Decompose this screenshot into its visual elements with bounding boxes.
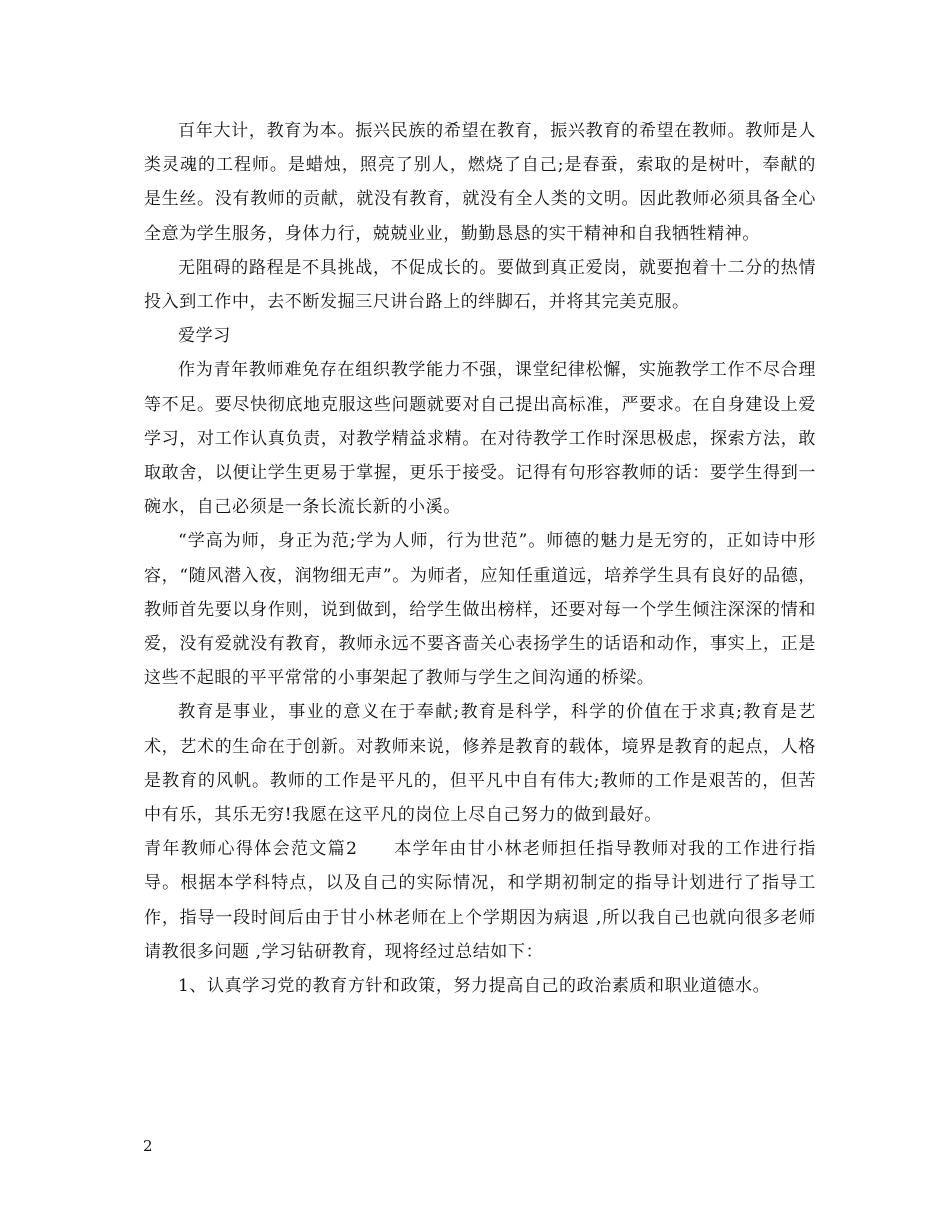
section-intro: 本学年由甘小林老师担任指导教师对我的工作进行指导。根据本学科特点，以及自己的实际情况，和学期初制定的指导计划进行了指导工作，指导一段时间后由于甘小林老师在上个学期因为病退 ,所以我自己也就向很多老师请教很多问题 ,学习钻研教育，现将经过总结如下： [144,839,816,962]
paragraph-education-is-career: 教育是事业，事业的意义在于奉献;教育是科学，科学的价值在于求真;教育是艺术，艺术的生命在于创新。对教师来说，修养是教育的载体，境界是教育的起点，人格是教育的风帆。教师的工作是平凡的，但平凡中自有伟大;教师的工作是艰苦的，但苦中有乐，其乐无穷!我愿在这平凡的岗位上尽自己努力的做到最好。 [144,702,816,826]
document-body [144,114,816,1003]
page-number: 2 [143,1137,153,1155]
subheading-love-learning: 爱学习 [178,326,231,347]
paragraph-unobstructed-road: 无阻碍的路程是不具挑战，不促成长的。要做到真正爱岗，就要抱着十二分的热情投入到工作中，去不断发掘三尺讲台路上的绊脚石，并将其完美克服。 [144,257,816,313]
section-title: 青年教师心得体会范文篇2 [144,839,358,860]
paragraph-young-teacher: 作为青年教师难免存在组织教学能力不强，课堂纪律松懈，实施教学工作不尽合理等不足。要尽快彻底地克服这些问题就要对自己提出高标准，严要求。在自身建设上爱学习，对工作认真负责，对教学精益求精。在对待教学工作时深思极虑，探索方法，敢取敢舍，以便让学生更易于掌握，更乐于接受。记得有句形容教师的话：要学生得到一碗水，自己必须是一条长流长新的小溪。 [144,360,816,518]
paragraph-education-foundation: 百年大计，教育为本。振兴民族的希望在教育，振兴教育的希望在教师。教师是人类灵魂的工程师。是蜡烛，照亮了别人，燃烧了自己;是春蚕，索取的是树叶，奉献的是生丝。没有教师的贡献，就没有教育，就没有全人类的文明。因此教师必须具备全心全意为学生服务，身体力行，兢兢业业，勤勤恳恳的实干精神和自我牺牲精神。 [144,121,816,244]
paragraph-teacher-ethics: “学高为师，身正为范;学为人师，行为世范”。师德的魅力是无穷的，正如诗中形容，“随风潜入夜，润物细无声”。为师者，应知任重道远，培养学生具有良好的品德，教师首先要以身作则，说到做到，给学生做出榜样，还要对每一个学生倾注深深的情和爱，没有爱就没有教育，教师永远不要吝啬关心表扬学生的话语和动作，事实上，正是这些不起眼的平平常常的小事架起了教师与学生之间沟通的桥梁。 [144,531,816,689]
section-paragraph [144,832,816,969]
list-item-1: 1、认真学习党的教育方针和政策，努力提高自己的政治素质和职业道德水。 [178,976,771,997]
